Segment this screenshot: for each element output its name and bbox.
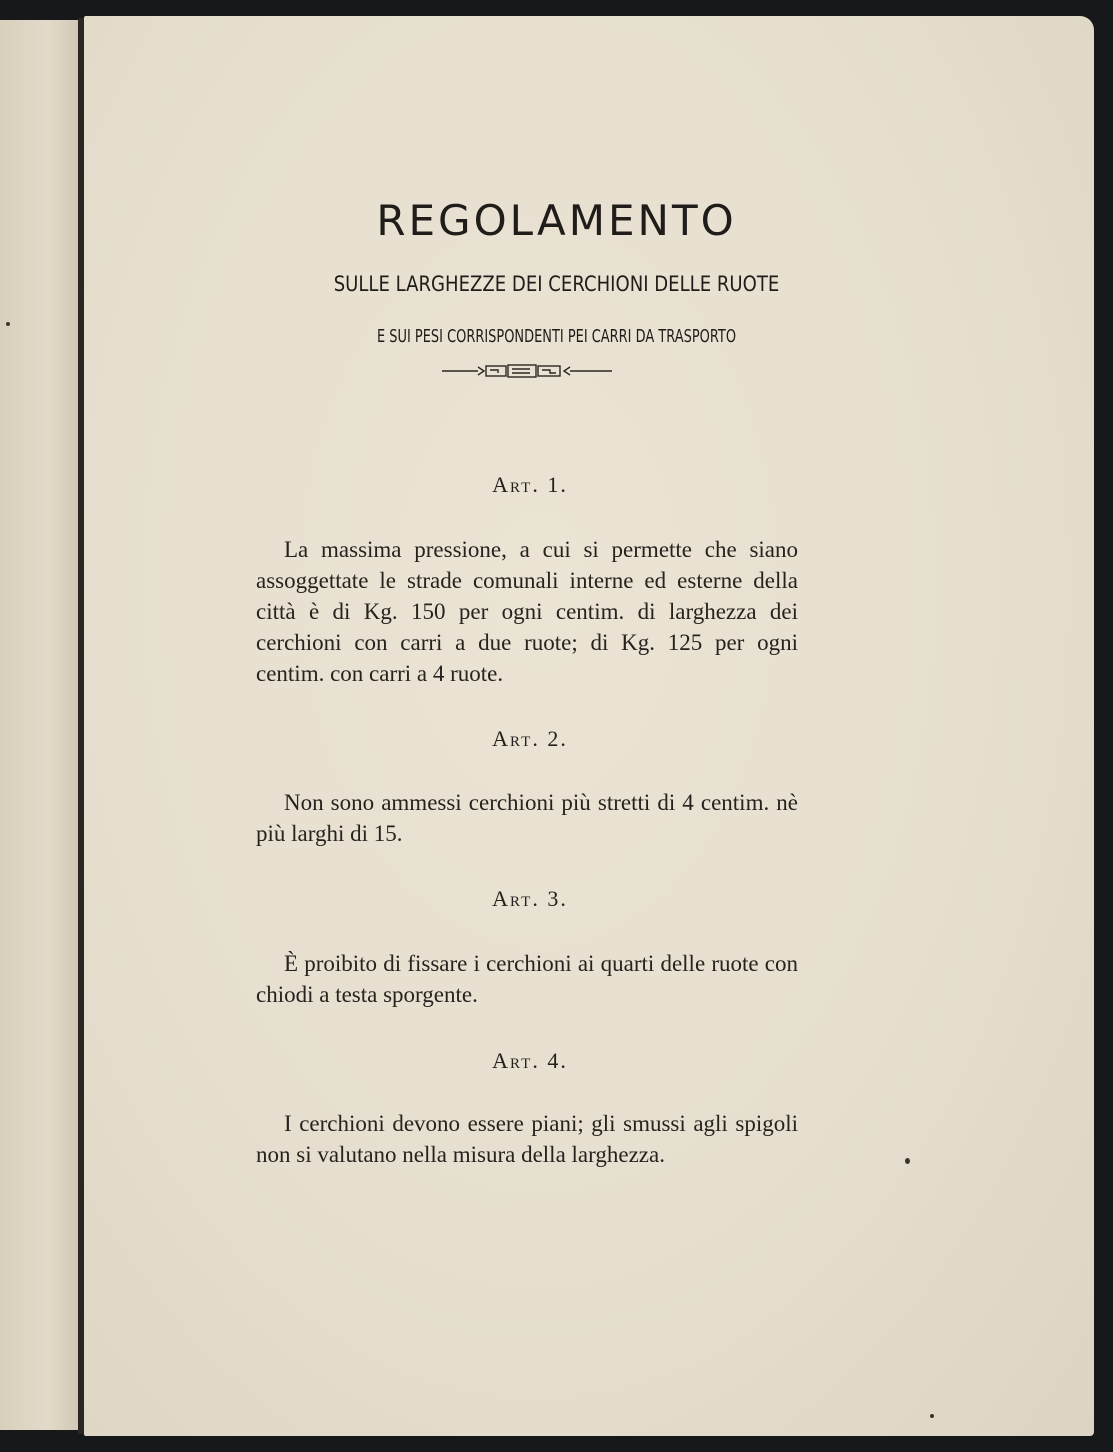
document-title: REGOLAMENTO bbox=[376, 196, 737, 245]
article-2-heading: Art. 2. bbox=[492, 726, 568, 751]
article-3-text: È proibito di fissare i cerchioni ai quarti delle ruote con chiodi a testa sporgente. bbox=[256, 951, 798, 1007]
article-4-heading: Art. 4. bbox=[492, 1048, 568, 1073]
document-subtitle-line2: E SUI PESI CORRISPONDENTI PEI CARRI DA TRASPORTO bbox=[376, 326, 737, 347]
article-1-text: La massima pressione, a cui si permette che siano assoggettate le strade comunali interne ed esterne della città è di Kg. 150 per ogni centim. di larghezza dei cerchioni con carri a due ruote; di Kg. 125 per ogni centim. con carri a 4 ruote. bbox=[256, 537, 798, 686]
article-2-text: Non sono ammessi cerchioni più stretti di 4 centim. nè più larghi di 15. bbox=[256, 790, 798, 846]
greek-key-ornament-icon bbox=[442, 362, 612, 380]
article-3-heading: Art. 3. bbox=[492, 886, 568, 911]
paper-speck bbox=[905, 1158, 910, 1164]
paper-speck bbox=[930, 1414, 934, 1418]
article-4-text: I cerchioni devono essere piani; gli smussi agli spigoli non si valutano nella misura della larghezza. bbox=[256, 1111, 798, 1167]
document-subtitle-line1: SULLE LARGHEZZE DEI CERCHIONI DELLE RUOTE bbox=[333, 272, 780, 296]
article-1-heading: Art. 1. bbox=[492, 472, 568, 497]
paper-speck bbox=[6, 322, 10, 326]
